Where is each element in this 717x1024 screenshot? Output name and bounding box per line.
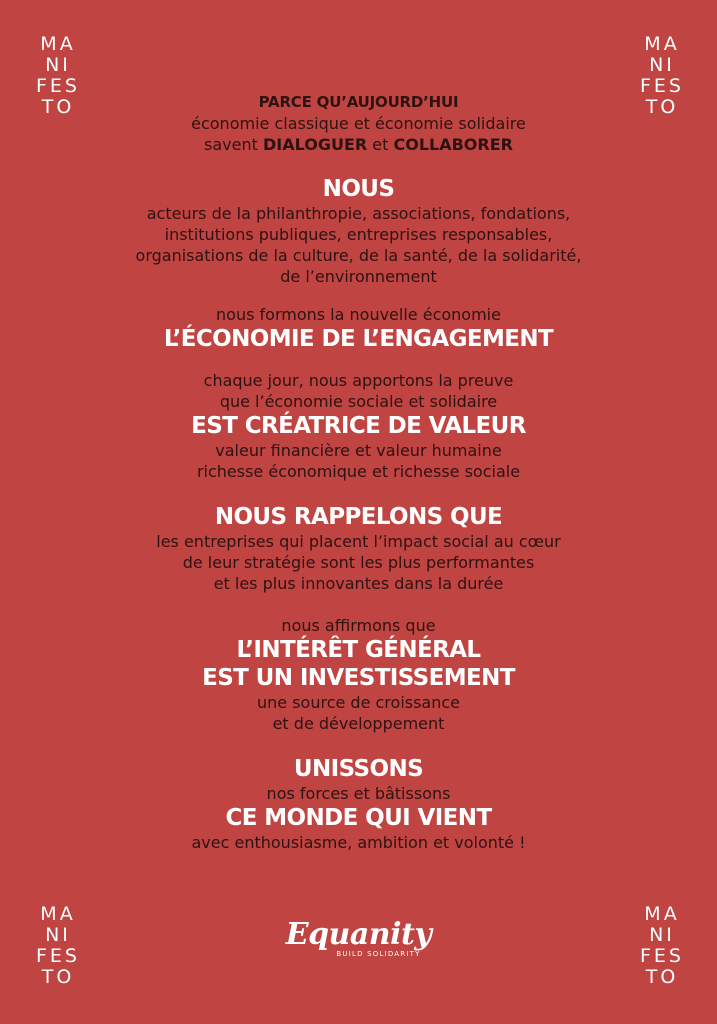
text-line: que l’économie sociale et solidaire: [219, 392, 498, 411]
text-line: économie classique et économie solidaire: [191, 114, 526, 133]
text-line: organisations de la culture, de la santé, de la solidarité,: [135, 246, 582, 265]
block-interet-general: [80, 615, 637, 734]
emphasis-dialoguer: DIALOGUER: [262, 135, 368, 154]
block-rappelons: [80, 503, 637, 594]
corner-line: TO: [645, 966, 679, 988]
logo-name: Equanity: [285, 917, 432, 952]
corner-manifesto-bottom-left: [28, 904, 88, 988]
corner-manifesto-top-left: [28, 34, 88, 118]
corner-manifesto-top-right: [632, 34, 692, 118]
corner-line: TO: [41, 96, 75, 118]
heading-engagement: L’ÉCONOMIE DE L’ENGAGEMENT: [163, 326, 554, 352]
text-line: de leur stratégie sont les plus performantes: [182, 553, 535, 572]
text-line: les entreprises qui placent l’impact social au cœur: [156, 532, 561, 551]
text-line: richesse économique et richesse sociale: [196, 462, 521, 481]
text-line: et de développement: [272, 714, 445, 733]
equanity-logo: [270, 918, 447, 958]
corner-line: NI: [649, 54, 675, 76]
corner-line: MA: [40, 903, 76, 925]
emphasis-collaborer: COLLABORER: [393, 135, 513, 154]
text-line: de l’environnement: [280, 267, 437, 286]
text-line-dialoguer: [80, 134, 637, 155]
manifesto-text: [80, 92, 637, 853]
text-line: et les plus innovantes dans la durée: [213, 574, 504, 593]
corner-line: MA: [40, 33, 76, 55]
logo-tagline: BUILD SOLIDARITY: [336, 950, 421, 958]
corner-line: TO: [41, 966, 75, 988]
heading-rappelons: NOUS RAPPELONS QUE: [214, 504, 503, 530]
text-line: avec enthousiasme, ambition et volonté !: [191, 833, 526, 852]
block-unissons: [80, 755, 637, 853]
text-line: acteurs de la philanthropie, associations, fondations,: [146, 204, 571, 223]
heading-unissons: UNISSONS: [293, 756, 424, 782]
corner-line: FES: [36, 945, 80, 967]
heading-monde: CE MONDE QUI VIENT: [225, 805, 492, 831]
text-line: chaque jour, nous apportons la preuve: [203, 371, 514, 390]
block-parce-que: [80, 92, 637, 155]
corner-line: FES: [640, 945, 684, 967]
text-line: valeur financière et valeur humaine: [215, 441, 502, 460]
block-nous: [80, 175, 637, 287]
corner-line: FES: [640, 75, 684, 97]
corner-line: FES: [36, 75, 80, 97]
text-segment: et: [367, 135, 394, 154]
text-segment: savent: [204, 135, 263, 154]
block-valeur: [80, 370, 637, 482]
corner-line: TO: [645, 96, 679, 118]
text-line: nous affirmons que: [281, 616, 436, 635]
heading-investissement: EST UN INVESTISSEMENT: [202, 665, 515, 691]
heading-valeur: EST CRÉATRICE DE VALEUR: [191, 413, 526, 439]
heading-nous: NOUS: [322, 176, 395, 202]
corner-line: MA: [644, 33, 680, 55]
block-engagement: [80, 304, 637, 353]
text-line: institutions publiques, entreprises responsables,: [164, 225, 553, 244]
corner-line: MA: [644, 903, 680, 925]
corner-line: NI: [45, 54, 71, 76]
corner-line: NI: [649, 924, 675, 946]
text-line: nous formons la nouvelle économie: [216, 305, 501, 324]
text-line: une source de croissance: [256, 693, 461, 712]
heading-parce-que: PARCE QU’AUJOURD’HUI: [258, 93, 459, 111]
corner-line: NI: [45, 924, 71, 946]
text-line: nos forces et bâtissons: [266, 784, 451, 803]
heading-interet-general: L’INTÉRÊT GÉNÉRAL: [236, 637, 481, 663]
corner-manifesto-bottom-right: [632, 904, 692, 988]
